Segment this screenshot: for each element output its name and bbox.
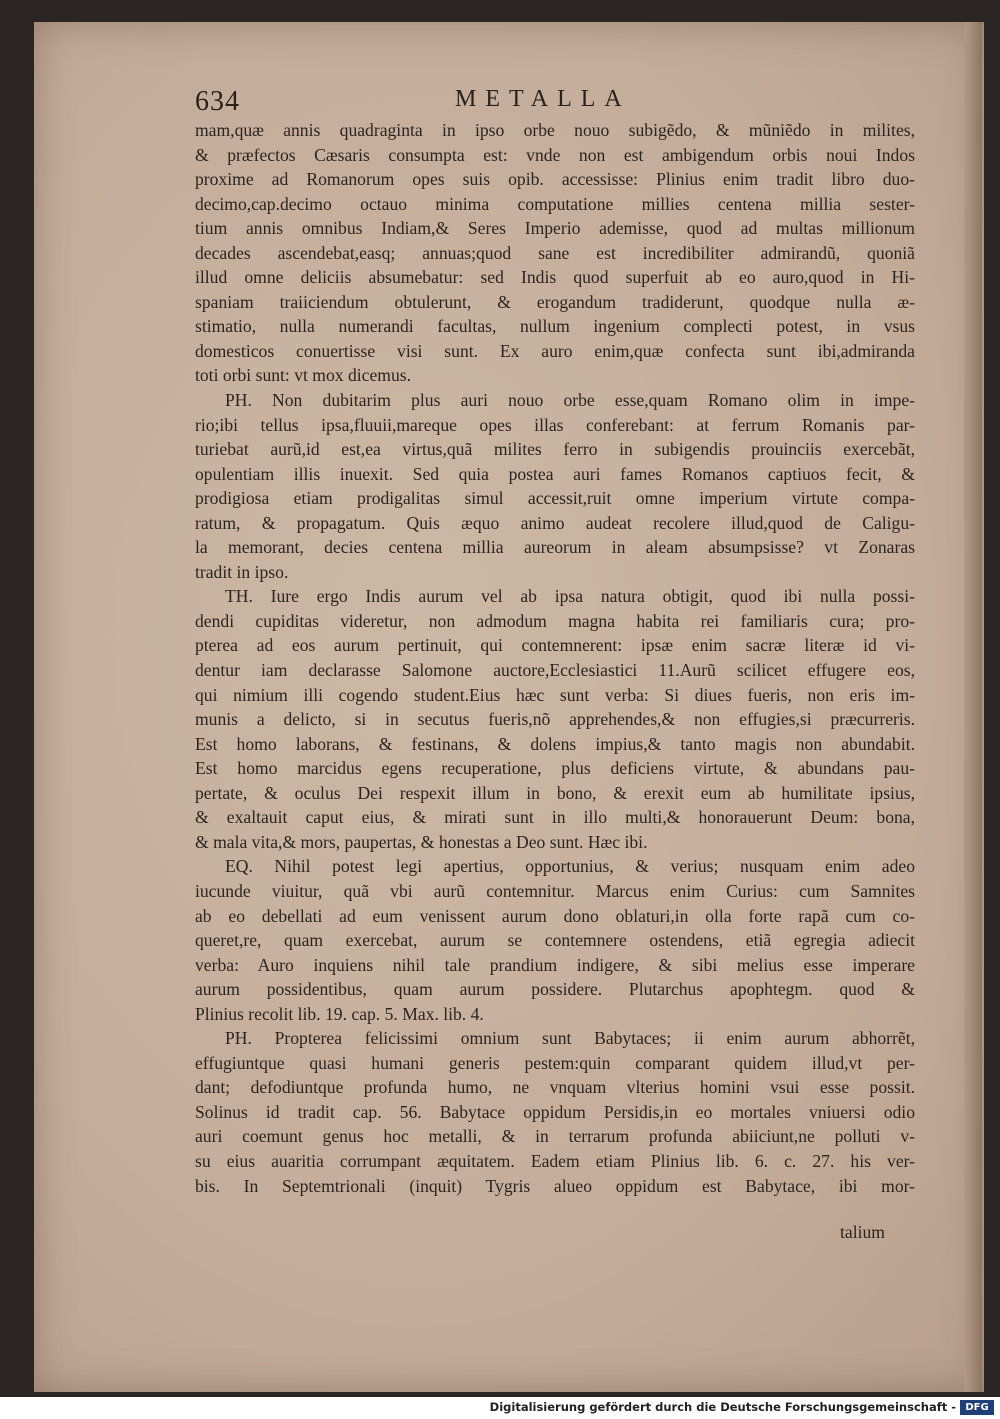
text-line: rio;ibi tellus ipsa,fluuii,mareque opes illas conferebant: at ferrum Romanis par- [195,414,915,435]
catchword: talium [840,1222,885,1242]
text-line: opulentiam illis inuexit. Sed quia postea auri fames Romanos captiuos fecit, & [195,463,915,484]
dfg-logo: DFG [960,1400,994,1415]
text-line: pertate, & oculus Dei respexit illum in bono, & erexit eum ab humilitate ipsius, [195,782,915,803]
text-line: dentur iam declarasse Salomone auctore,Ecclesiastici 11.Aurũ scilicet effugere eos, [195,660,915,681]
text-line: mam,quæ annis quadraginta in ipso orbe nouo subigẽdo, & mũniẽdo in milites, [195,120,915,140]
text-line: effugiuntque quasi humani generis pestem:quin comparant quidem illud,vt per- [195,1052,915,1073]
text-line: queret,re, quam exercebat, aurum se contemnere ostendens, etiã egregia adiecit [195,930,915,951]
text-line: decades ascendebat,easq; annuas;quod sane est incredibiliter admirandũ, quoniã [195,242,915,263]
text-line: PH. Non dubitarim plus auri nouo orbe esse,quam Romano olim in impe- [225,390,915,411]
page-header [195,86,915,118]
text-line: verba: Auro inquiens nihil tale prandium indigere, & sibi melius esse imperare [195,954,915,975]
text-line: turiebat aurũ,id est,ea virtus,quã milites ferro in subigendis prouinciis exercebãt, [195,439,915,460]
text-line: & præfectos Cæsaris consumpta est: vnde non est ambigendum orbis noui Indos [195,144,915,165]
text-line: dendi cupiditas videretur, non admodum magna habita rei familiaris cura; pro- [195,610,915,631]
text-line: dant; defodiuntque profunda humo, ne vnquam vlterius homini vsui esse possit. [195,1077,915,1098]
page-edge [964,22,982,1392]
text-line: TH. Iure ergo Indis aurum vel ab ipsa natura obtigit, quod ibi nulla possi- [225,586,915,607]
text-line: pterea ad eos aurum pertinuit, qui contemnerent: ipsæ enim sacræ literæ id vi- [195,635,915,656]
text-line: qui nimium illi cogendo student.Eius hæc sunt verba: Si diues fueris, non eris im- [195,684,915,705]
text-line: su eius auaritia corrumpant æquitatem. Eadem etiam Plinius lib. 6. c. 27. his ver- [195,1150,915,1171]
text-line: ab eo debellati ad eum venissent aurum dono oblaturi,in olla forte rapã cum co- [195,905,915,926]
text-line: EQ. Nihil potest legi apertius, opportunius, & verius; nusquam enim adeo [225,856,915,877]
text-line: spaniam traiiciendum obtulerunt, & erogandum tradiderunt, quodque nulla æ- [195,291,915,312]
body-text [195,118,915,1198]
text-line: & mala vita,& mors, paupertas, & honestas a Deo sunt. Hæc ibi. [195,831,648,852]
text-line: Solinus id tradit cap. 56. Babytace oppidum Persidis,in eo mortales vniuersi odio [195,1101,915,1122]
text-line: PH. Propterea felicissimi omnium sunt Babytaces; ii enim aurum abhorrẽt, [225,1028,915,1049]
text-line: toti orbi sunt: vt mox dicemus. [195,365,412,386]
text-line: stimatio, nulla numerandi facultas, nullum ingenium complecti potest, in vsus [195,316,915,337]
text-line: decimo,cap.decimo octauo minima computatione millies centena millia sester- [195,193,915,214]
text-line: Est homo laborans, & festinans, & dolens impius,& tanto magis non abundabit. [195,733,915,754]
page-number: 634 [195,86,240,117]
digitization-footer [0,1397,1000,1419]
text-line: Plinius recolit lib. 19. cap. 5. Max. lib. 4. [195,1003,484,1024]
text-line: tium annis omnibus Indiam,& Seres Imperio ademisse, quod ad multas millionum [195,218,915,239]
text-line: proxime ad Romanorum opes suis opib. accessisse: Plinius enim tradit libro duo- [195,169,915,190]
text-line: aurum possidentibus, quam aurum possidere. Plutarchus apophtegm. quod & [195,979,915,1000]
text-line: bis. In Septemtrionali (inquit) Tygris alueo oppidum est Babytace, ibi mor- [195,1175,915,1196]
text-line: la memorant, decies centena millia aureorum in aleam absumpsisse? vt Zonaras [195,537,915,558]
text-line: munis a delicto, si in secutus fueris,nõ apprehendes,& non effugies,si præcurreris. [195,709,915,730]
text-line: illud omne deliciis absumebatur: sed Indis quod superfuit ab eo auro,quod in Hi- [195,267,915,288]
text-line: tradit in ipso. [195,561,289,582]
text-line: auri coemunt genus hoc metalli, & in terrarum profunda abiiciunt,ne polluti v- [195,1126,915,1147]
text-line: domesticos conuertisse visi sunt. Ex auro enim,quæ confecta sunt ibi,admiranda [195,340,915,361]
funding-credit: Digitalisierung gefördert durch die Deutsche Forschungsgemeinschaft - [489,1400,956,1414]
text-line: iucunde viuitur, quã vbi aurũ contemnitur. Marcus enim Curius: cum Samnites [195,880,915,901]
running-head: METALLA [455,86,631,112]
text-line: Est homo marcidus egens recuperatione, plus deficiens virtute, & abundans pau- [195,758,915,779]
text-line: prodigiosa etiam prodigalitas simul accessit,ruit omne imperium virtute compa- [195,488,915,509]
text-line: ratum, & propagatum. Quis æquo animo audeat recolere illud,quod de Caligu- [195,512,915,533]
text-line: & exaltauit caput eius, & mirati sunt in illo multi,& honorauerunt Deum: bona, [195,807,915,828]
